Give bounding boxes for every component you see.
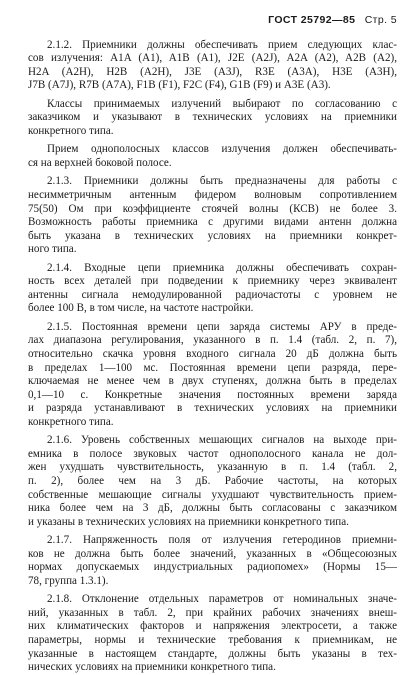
text-line: относительно скачка уровня входного сигнала 20 дБ должна быть (28, 348, 397, 361)
text-line: J7B (A7J), R7B (A7A), F1B (F1), F2C (F4), G1B (F9) и A3E (A3). (28, 79, 331, 92)
paragraph (28, 39, 397, 93)
paragraph (28, 434, 397, 529)
text-line: емника в полосе звуковых частот однополосного канала не дол- (28, 447, 397, 460)
text-line: собственные мешающие сигналы ухудшают чувствительность прием- (28, 488, 397, 501)
page-header (28, 14, 397, 28)
text-line: жен ухудшать чувствительность, указанную в п. 1.4 (табл. 2, (28, 461, 397, 474)
text-line: 75(50) Ом при коэффициенте стоячей волны (КСВ) не более 3. (28, 202, 397, 215)
text-line: Классы принимаемых излучений выбирают по согласованию с (47, 97, 397, 110)
text-line: ся на верхней боковой полосе. (28, 156, 172, 169)
text-line: 2.1.2. Приемники должны обеспечивать прием следующих клас- (47, 38, 397, 51)
text-line: 2.1.3. Приемники должны быть предназначены для работы с (47, 175, 397, 188)
text-line: в пределах 1—100 мс. Постоянная времени цепи разряда, пере- (28, 361, 397, 374)
paragraph (28, 175, 397, 256)
body-text (28, 39, 397, 675)
standard-number: ГОСТ 25792—85 (268, 14, 356, 26)
text-line: быть указана в технических условиях на приемники конкрет- (28, 229, 397, 242)
text-line: ков не должна быть более значений, указанных в «Общесоюзных (28, 547, 397, 560)
text-line: Возможность работы приемника с другими видами антенн должна (28, 216, 397, 229)
page-number: Стр. 5 (364, 14, 397, 26)
text-line: 78, группа 1.3.1). (28, 574, 109, 587)
text-line: ника более чем на 3 дБ, должны быть согласованы с заказчиком (28, 502, 397, 515)
paragraph (28, 593, 397, 674)
text-line: сов излучения: A1A (A1), A1B (A1), J2E (A2J), A2A (A2), A2B (A2), (28, 52, 397, 65)
text-line: ность всех деталей при подведении к приемнику через эквивалент (28, 275, 397, 288)
text-line: конкретного типа. (28, 124, 114, 137)
text-line: и указаны в технических условиях на приемники конкретного типа. (28, 515, 349, 528)
text-line: ключаемая не менее чем в двух ступенях, должна быть в пределах (28, 375, 397, 388)
text-line: них климатических факторов и напряжения электросети, а также (28, 620, 397, 633)
text-line: конкретного типа. (28, 415, 114, 428)
paragraph (28, 262, 397, 316)
text-line: 2.1.5. Постоянная времени цепи заряда системы АРУ в преде- (47, 320, 397, 333)
paragraph (28, 143, 397, 170)
text-line: ний, указанных в табл. 2, при крайних рабочих значениях внеш- (28, 606, 397, 619)
paragraph (28, 534, 397, 588)
text-line: несимметричным антенным фидером волновым сопротивлением (28, 189, 397, 202)
text-line: 2.1.6. Уровень собственных мешающих сигналов на выходе при- (47, 434, 397, 447)
text-line: лах диапазона регулирования, указанного в п. 1.4 (табл. 2, п. 7), (28, 334, 397, 347)
text-line: п. 2), более чем на 3 дБ. Рабочие частоты, на которых (28, 474, 397, 487)
text-line: нормах допускаемых индустриальных радиопомех» (Нормы 15— (28, 561, 397, 574)
text-line: нических условиях на приемники конкретного типа. (28, 661, 276, 674)
text-line: антенны сигнала немодулированной радиочастоты с уровнем не (28, 288, 397, 301)
text-line: 2.1.4. Входные цепи приемника должны обеспечивать сохран- (47, 261, 397, 274)
text-line: 2.1.8. Отклонение отдельных параметров от номинальных значе- (47, 593, 397, 606)
text-line: ного типа. (28, 243, 77, 256)
text-line: более 100 В, в том числе, на частоте настройки. (28, 302, 254, 315)
text-line: и разряда устанавливают в технических условиях на приемники (28, 402, 397, 415)
paragraph (28, 321, 397, 429)
text-line: H2A (A2H), H2B (A2H), J3E (A3J), R3E (A3A), H3E (A3H), (28, 65, 397, 78)
text-line: 2.1.7. Напряженность поля от излучения гетеродинов приемни- (47, 534, 397, 547)
text-line: указанные в настоящем стандарте, должны быть указаны в тех- (28, 647, 397, 660)
paragraph (28, 98, 397, 139)
text-line: параметры, нормы и технические требования к приемникам, не (28, 633, 397, 646)
text-line: Прием однополосных классов излучения должен обеспечивать- (47, 143, 397, 156)
text-line: 0,1—10 с. Конкретные значения постоянных времени заряда (28, 388, 397, 401)
text-line: заказчиком и указывают в технических условиях на приемники (28, 111, 397, 124)
